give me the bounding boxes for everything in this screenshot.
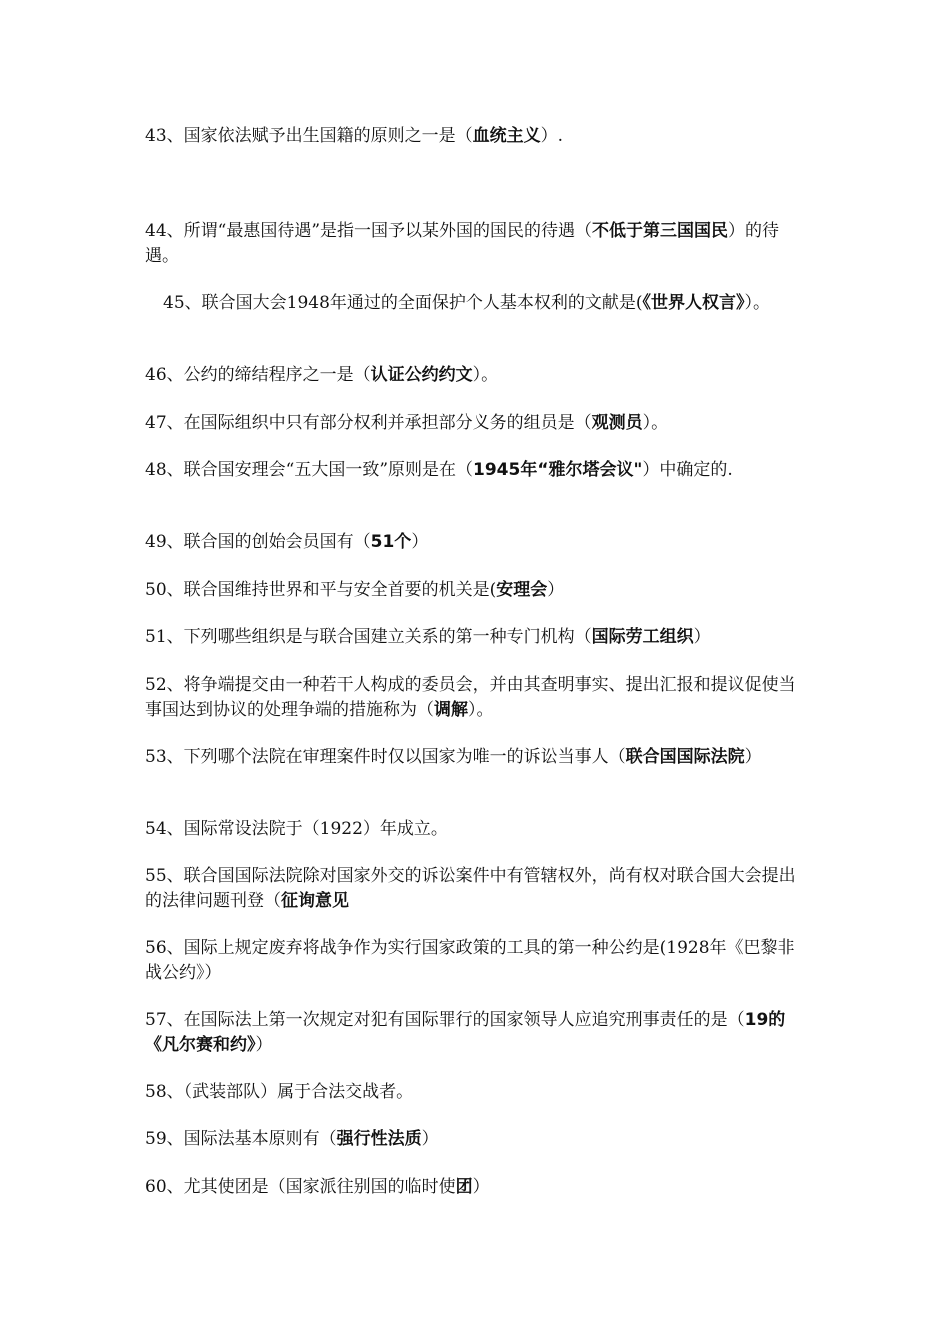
- question-text: 60、尤其使团是（国家派往别国的临时使: [145, 1177, 456, 1197]
- question-57: [145, 1008, 800, 1058]
- question-text: 57、在国际法上第一次规定对犯有国际罪行的国家领导人应追究刑事责任的是（: [145, 1010, 745, 1030]
- question-text: 56、国际上规定废弃将战争作为实行国家政策的工具的第一种公约是(1928年《巴黎非战公约》）: [145, 938, 795, 983]
- question-text: 55、联合国国际法院除对国家外交的诉讼案件中有管辖权外，尚有权对联合国大会提出的法律问题刊登（: [145, 866, 796, 911]
- answer-text: 19的《凡尔赛和约》: [145, 1010, 786, 1055]
- question-text: ）。: [468, 700, 494, 720]
- answer-text: 强行性法质: [336, 1129, 422, 1149]
- answer-text: 血统主义: [472, 126, 541, 146]
- question-text: 47、在国际组织中只有部分权利并承担部分义务的组员是（: [145, 413, 592, 433]
- question-text: 51、下列哪些组织是与联合国建立关系的第一种专门机构（: [145, 627, 592, 647]
- question-text: 44、所谓“最惠国待遇”是指一国予以某外国的国民的待遇（: [145, 221, 593, 241]
- question-text: ）: [472, 1177, 490, 1197]
- question-52: [145, 673, 800, 723]
- question-text: ）。: [744, 293, 771, 313]
- answer-text: 观测员: [591, 413, 643, 433]
- question-text: 58、（武装部队）属于合法交战者。: [145, 1082, 414, 1102]
- question-text: 50、联合国维持世界和平与安全首要的机关是(: [145, 580, 497, 600]
- question-text: ）: [547, 580, 565, 600]
- answer-text: 联合国国际法院: [625, 747, 745, 767]
- question-text: 53、下列哪个法院在审理案件时仅以国家为唯一的诉讼当事人（: [145, 747, 626, 767]
- question-55: [145, 864, 800, 914]
- answer-text: 调解: [434, 700, 468, 720]
- question-text: 43、国家依法赋予出生国籍的原则之一是（: [145, 126, 473, 146]
- question-text: 52、将争端提交由一种若干人构成的委员会，并由其查明事实、提出汇报和提议促使当事国达到协议的处理争端的措施称为（: [145, 675, 796, 720]
- question-51: [145, 625, 800, 650]
- question-50: [145, 578, 800, 603]
- question-text: ）: [693, 627, 711, 647]
- question-56: [145, 936, 800, 986]
- question-text: ）。: [642, 413, 669, 433]
- question-text: ）: [255, 1035, 273, 1055]
- question-text: 46、公约的缔结程序之一是（: [145, 365, 371, 385]
- question-text: ）.: [540, 126, 564, 146]
- question-text: 54、国际常设法院于（1922）年成立。: [145, 819, 448, 839]
- question-text: 48、联合国安理会“五大国一致”原则是在（: [145, 460, 474, 480]
- answer-text: 1945年“雅尔塔会议": [473, 460, 643, 480]
- question-text: ）的待遇。: [145, 221, 780, 266]
- answer-text: 51个: [370, 532, 412, 552]
- answer-text: 《世界人权言》: [642, 293, 745, 313]
- answer-text: 不低于第三国国民: [592, 221, 729, 241]
- question-text: ）: [421, 1129, 439, 1149]
- question-49: [145, 530, 800, 555]
- question-44: [145, 219, 800, 269]
- question-54: [145, 817, 800, 842]
- question-text: 59、国际法基本原则有（: [145, 1129, 337, 1149]
- answer-text: 认证公约约文: [370, 365, 473, 385]
- answer-text: 国际劳工组织: [591, 627, 694, 647]
- answer-text: 安理会: [496, 580, 548, 600]
- question-45: [145, 291, 800, 316]
- question-58: [145, 1080, 800, 1105]
- question-text: ）: [411, 532, 429, 552]
- question-43: [145, 124, 800, 149]
- question-text: ）中确定的.: [642, 460, 733, 480]
- question-text: ）。: [472, 365, 499, 385]
- answer-text: 征询意见: [281, 891, 349, 911]
- question-48: [145, 458, 800, 483]
- question-53: [145, 745, 800, 770]
- question-text: 45、联合国大会1948年通过的全面保护个人基本权利的文献是(: [163, 293, 643, 313]
- question-47: [145, 411, 800, 436]
- question-59: [145, 1127, 800, 1152]
- question-text: 49、联合国的创始会员国有（: [145, 532, 371, 552]
- question-text: ）: [744, 747, 762, 767]
- question-46: [145, 363, 800, 388]
- question-60: [145, 1175, 800, 1200]
- answer-text: 团: [455, 1177, 473, 1197]
